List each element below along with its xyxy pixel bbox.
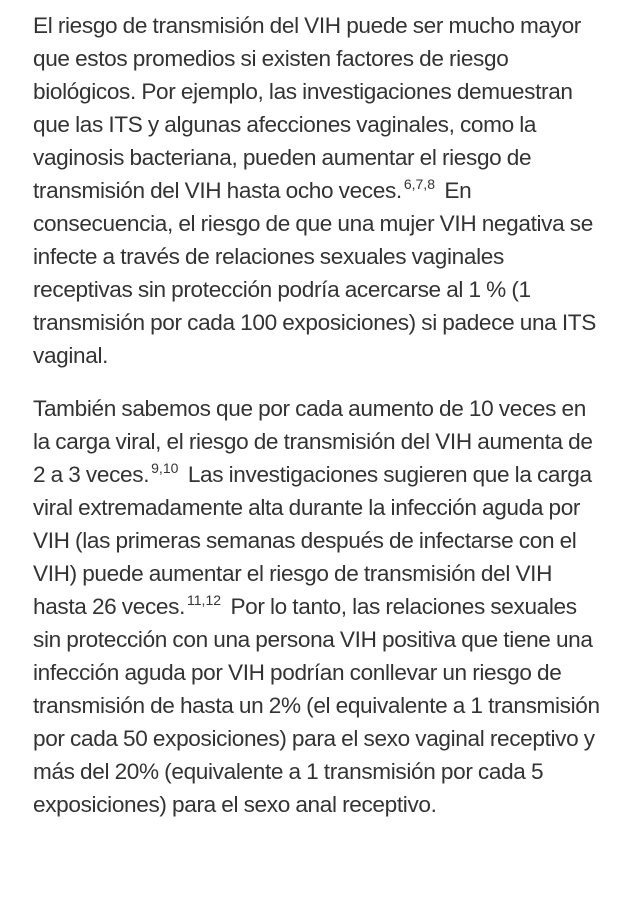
paragraph-biological-risk <box>33 9 608 372</box>
citation-reference[interactable]: 6,7,8 <box>403 176 435 193</box>
paragraph-text: Las investigaciones sugieren que la carga viral extremadamente alta durante la infección aguda por VIH (las primeras semanas después de infectarse con el VIH) puede aumentar el riesgo de transmisión del VIH hasta 26 veces. <box>33 462 592 619</box>
paragraph-text: En consecuencia, el riesgo de que una mujer VIH negativa se infecte a través de relaciones sexuales vaginales receptivas sin protección podría acercarse al 1 % (1 transmisión por cada 100 exposiciones) si padece una ITS vaginal. <box>33 178 596 368</box>
paragraph-viral-load <box>33 392 608 821</box>
citation-reference[interactable]: 9,10 <box>151 460 179 477</box>
paragraph-text: Por lo tanto, las relaciones sexuales sin protección con una persona VIH positiva que tiene una infección aguda por VIH podrían conllevar un riesgo de transmisión de hasta un 2% (el equivalente a 1 transmisión por cada 50 exposiciones) para el sexo vaginal receptivo y más del 20% (equivalente a 1 transmisión por cada 5 exposiciones) para el sexo anal receptivo. <box>33 594 600 817</box>
citation-reference[interactable]: 11,12 <box>187 592 222 609</box>
paragraph-text: El riesgo de transmisión del VIH puede ser mucho mayor que estos promedios si existen factores de riesgo biológicos. Por ejemplo, las investigaciones demuestran que las ITS y algunas afecciones vaginales, como la vaginosis bacteriana, pueden aumentar el riesgo de transmisión del VIH hasta ocho veces. <box>33 13 581 203</box>
paragraph-text: También sabemos que por cada aumento de 10 veces en la carga viral, el riesgo de transmisión del VIH aumenta de 2 a 3 veces. <box>33 396 593 487</box>
article-body <box>33 9 608 841</box>
